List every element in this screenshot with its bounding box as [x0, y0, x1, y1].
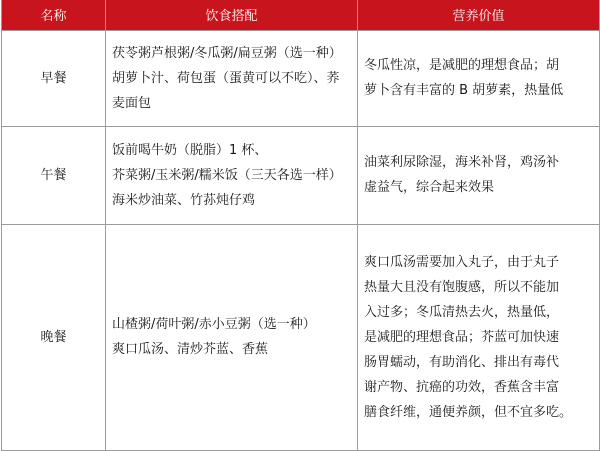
- food-line: 胡萝卜汁、荷包蛋（蛋黄可以不吃）、荞: [112, 70, 340, 86]
- food-cell: [106, 224, 358, 450]
- food-line: 海米炒油菜、竹荪炖仔鸡: [112, 192, 256, 208]
- meal-name: 晚餐: [2, 224, 106, 450]
- nutrition-line: 膳食纤维，通便养颜，但不宜多吃。: [364, 404, 573, 420]
- nutrition-line: 谢产物、抗癌的功效，香蕉含丰富: [364, 379, 560, 395]
- food-line: 茯苓粥芦根粥/冬瓜粥/扁豆粥（选一种）: [112, 45, 342, 61]
- food-line: 爽口瓜汤、清炒芥蓝、香蕉: [112, 342, 269, 357]
- nutrition-line: 萝卜含有丰富的 B 胡萝素，热量低: [364, 83, 564, 98]
- nutrition-line: 虚益气，综合起来效果: [364, 180, 495, 195]
- meal-name: 午餐: [2, 126, 106, 224]
- header-name: 名称: [2, 0, 106, 30]
- nutrition-line: 爽口瓜汤需要加入丸子，由于丸子: [364, 254, 560, 270]
- table-row-breakfast: [2, 30, 600, 126]
- nutrition-line: 冬瓜性凉，是减肥的理想食品；胡: [364, 58, 560, 73]
- nutrition-line: 油菜利尿除湿，海米补肾，鸡汤补: [364, 155, 560, 170]
- nutrition-cell: [358, 126, 600, 224]
- diet-table: [1, 0, 600, 451]
- nutrition-line: 是减肥的理想食品；芥蓝可加快速: [364, 329, 560, 345]
- food-cell: [106, 126, 358, 224]
- food-line: 山楂粥/荷叶粥/赤小豆粥（选一种）: [112, 317, 316, 332]
- food-cell: [106, 30, 358, 126]
- table-row-lunch: [2, 126, 600, 224]
- nutrition-line: 肠胃蠕动，有助消化、排出有毒代: [364, 354, 560, 370]
- header-food: 饮食搭配: [106, 0, 358, 30]
- meal-name: 早餐: [2, 30, 106, 126]
- header-nutrition: 营养价值: [358, 0, 600, 30]
- table-row-dinner: [2, 224, 600, 450]
- food-line: 芥菜粥/玉米粥/糯米饭（三天各选一样）: [112, 167, 342, 183]
- food-line: 麦面包: [112, 95, 152, 111]
- food-line: 饭前喝牛奶（脱脂）1 杯、: [112, 142, 268, 158]
- nutrition-line: 入过多；冬瓜清热去火，热量低，: [364, 304, 560, 320]
- nutrition-line: 热量大且没有饱腹感，所以不能加: [364, 279, 560, 295]
- nutrition-cell: [358, 30, 600, 126]
- nutrition-cell: [358, 224, 600, 450]
- header-row: [2, 0, 600, 30]
